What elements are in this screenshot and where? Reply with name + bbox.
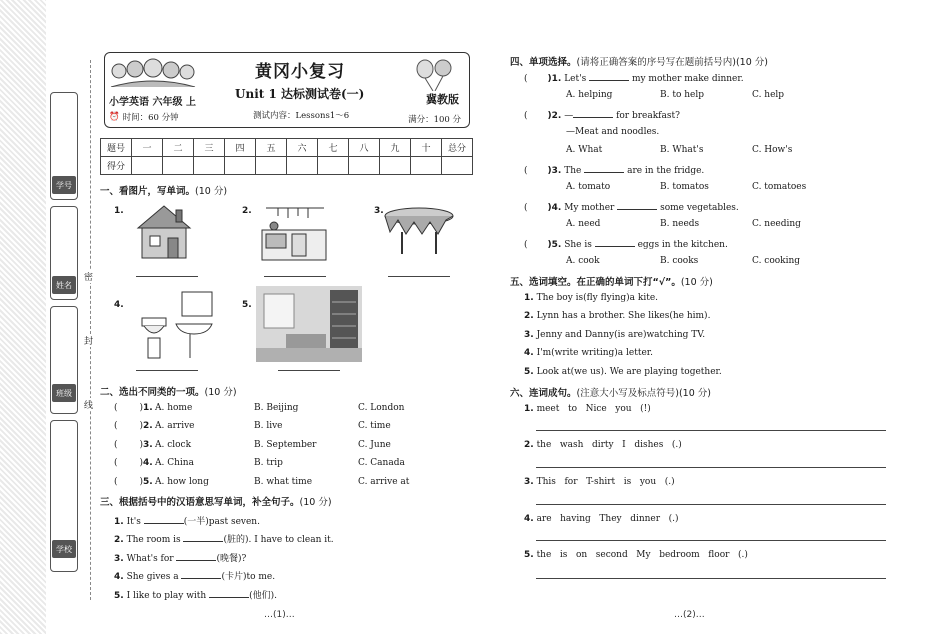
picture-number: 5.	[242, 300, 252, 310]
sentence-end: for breakfast?	[616, 111, 680, 121]
section1-title-text: 一、看图片，写单词。	[100, 186, 196, 197]
fill-blank[interactable]	[144, 515, 184, 524]
list-item	[524, 330, 705, 340]
answer-line[interactable]	[136, 370, 198, 371]
sentence-end: eggs in the kitchen.	[637, 240, 728, 250]
question-number: 5.	[114, 591, 124, 601]
section5-title	[510, 274, 713, 288]
list-item	[524, 477, 675, 487]
score-header-cell: 四	[225, 139, 256, 157]
section3-title	[100, 494, 332, 508]
score-header-cell: 七	[318, 139, 349, 157]
word-bank: meet to Nice you (!)	[536, 404, 651, 414]
option-c: C. June	[358, 440, 391, 450]
answer-line[interactable]	[536, 467, 886, 468]
option-c: C. needing	[752, 219, 801, 229]
question-number: )4.	[547, 203, 562, 213]
option-b: B. Beijing	[254, 403, 299, 413]
fill-blank[interactable]	[617, 201, 657, 210]
clock-icon: ⏰	[109, 112, 120, 122]
option-a: A. clock	[155, 440, 192, 450]
section6-title	[510, 385, 711, 399]
option-a: A. tomato	[566, 182, 611, 192]
list-item	[114, 532, 334, 545]
sentence-end: some vegetables.	[660, 203, 739, 213]
answer-line[interactable]	[536, 540, 886, 541]
option-a: A. how long	[155, 477, 209, 487]
score-input-cell[interactable]	[442, 157, 473, 175]
question-number: 5.	[524, 367, 534, 377]
sentence-text[interactable]: The boy is(fly flying)a kite.	[536, 293, 659, 303]
sentence-start: What's for	[126, 554, 174, 564]
word-bank: are having They dinner (.)	[536, 514, 679, 524]
section1-title	[100, 183, 227, 197]
question-number: 3.	[524, 477, 534, 487]
score-header-cell: 题号	[101, 139, 132, 157]
answer-paren-close: )	[139, 421, 144, 431]
picture-number: 4.	[114, 300, 124, 310]
sentence-start: Let's	[564, 74, 587, 84]
section2-points: (10 分)	[204, 387, 237, 398]
answer-line[interactable]	[388, 276, 450, 277]
time-limit	[109, 111, 179, 123]
class-label: 班级	[52, 384, 76, 402]
fill-blank[interactable]	[209, 589, 249, 598]
page-number-value: 1	[276, 610, 283, 620]
question-number: 1.	[143, 403, 153, 413]
option-c: C. time	[358, 421, 391, 431]
answer-paren-open[interactable]: (	[114, 477, 118, 487]
time-text: 时间：60 分钟	[122, 113, 179, 123]
answer-paren-close: )	[139, 458, 144, 468]
cut-mark-xian: 线	[84, 398, 93, 411]
section4-points: (10 分)	[735, 57, 768, 68]
children-illustration	[109, 57, 197, 87]
fill-blank[interactable]	[589, 72, 629, 81]
student-id-label: 学号	[52, 176, 76, 194]
section4-note: (请将正确答案的序号写在题前括号内)	[576, 57, 736, 68]
answer-line[interactable]	[264, 276, 326, 277]
score-table	[100, 138, 473, 175]
sentence-start: She is	[564, 240, 592, 250]
sentence-text[interactable]: I'm(write writing)a letter.	[536, 348, 653, 358]
sentence-end: are in the fridge.	[627, 166, 705, 176]
option-b: B. live	[254, 421, 283, 431]
list-item: ( )2. — for breakfast?	[524, 111, 680, 121]
balloons-illustration	[413, 59, 461, 91]
list-item	[524, 404, 651, 414]
option-c: C. London	[358, 403, 405, 413]
answer-paren-close: )	[139, 440, 144, 450]
section1-points: (10 分)	[195, 186, 228, 197]
section2-title	[100, 384, 237, 398]
fill-blank[interactable]	[584, 164, 624, 173]
question-number: 4.	[143, 458, 153, 468]
answer-line[interactable]	[278, 370, 340, 371]
option-c: C. arrive at	[358, 477, 410, 487]
option-b: B. What's	[660, 145, 704, 155]
list-item	[524, 348, 653, 358]
answer-line[interactable]	[536, 578, 886, 579]
sentence-start: —	[564, 111, 574, 121]
question-number: )1.	[547, 74, 562, 84]
test-content: 测试内容：Lessons1～6	[253, 111, 350, 121]
score-header-cell: 十	[411, 139, 442, 157]
sentence-start: My mother	[564, 203, 615, 213]
answer-paren-open[interactable]: (	[114, 421, 118, 431]
question-number: 1.	[114, 517, 124, 527]
score-header-cell: 一	[132, 139, 163, 157]
picture-number: 1.	[114, 206, 124, 216]
option-a: A. need	[566, 219, 601, 229]
question-number: )2.	[547, 111, 562, 121]
option-a: A. home	[155, 403, 193, 413]
section4-title-text: 四、单项选择。	[510, 57, 577, 68]
question-number: 4.	[114, 572, 124, 582]
sentence-text[interactable]: Jenny and Danny(is are)watching TV.	[536, 330, 706, 340]
sentence-start: She gives a	[126, 572, 179, 582]
sentence-end: (晚餐)?	[216, 554, 247, 564]
kitchen-picture	[258, 202, 330, 264]
sentence-start: The	[564, 166, 582, 176]
bathroom-picture	[132, 288, 218, 362]
list-item	[524, 514, 679, 524]
header-banner	[104, 52, 470, 128]
list-item	[114, 514, 260, 527]
list-item	[114, 551, 246, 564]
answer-paren-open[interactable]: (	[114, 458, 118, 468]
score-header-cell: 总分	[442, 139, 473, 157]
list-item: ( )3. The are in the fridge.	[524, 166, 705, 176]
picture-number: 2.	[242, 206, 252, 216]
sentence-end: my mother make dinner.	[631, 74, 744, 84]
option-b: B. September	[254, 440, 317, 450]
room-photo	[256, 286, 362, 362]
section4-title	[510, 54, 768, 68]
score-input-cell[interactable]	[411, 157, 442, 175]
score-input-cell[interactable]	[163, 157, 194, 175]
score-table-score-row	[101, 157, 473, 175]
question-number: 5.	[524, 550, 534, 560]
question-number: 4.	[524, 514, 534, 524]
page-number-right: …(2)…	[674, 610, 705, 620]
question-number: 5.	[143, 477, 153, 487]
option-a: A. arrive	[155, 421, 195, 431]
question-number: 4.	[524, 348, 534, 358]
sentence-start: It's	[126, 517, 141, 527]
list-item	[114, 588, 277, 601]
list-item	[114, 458, 153, 468]
score-header-cell: 三	[194, 139, 225, 157]
section3-points: (10 分)	[299, 497, 332, 508]
cut-mark-mi: 密	[84, 270, 93, 283]
section3-title-text: 三、根据括号中的汉语意思写单词，补全句子。	[100, 497, 300, 508]
list-item	[114, 477, 153, 487]
option-c: C. help	[752, 90, 785, 100]
word-bank: the is on second My bedroom floor (.)	[536, 550, 748, 560]
dialogue-reply: —Meat and noodles.	[566, 127, 660, 137]
list-item: ( )5. She is eggs in the kitchen.	[524, 240, 728, 250]
score-input-cell[interactable]	[132, 157, 163, 175]
answer-paren-close: )	[139, 477, 144, 487]
section5-title-text: 五、选词填空。在正确的单词下打“√”。	[510, 277, 681, 288]
house-picture	[132, 202, 196, 260]
sentence-end: (卡片)to me.	[221, 572, 276, 582]
score-input-cell[interactable]	[349, 157, 380, 175]
list-item	[524, 550, 748, 560]
option-b: B. trip	[254, 458, 283, 468]
binding-strip	[0, 0, 46, 634]
fill-blank[interactable]	[595, 238, 635, 247]
list-item: ( )1. Let's my mother make dinner.	[524, 74, 744, 84]
sentence-start: I like to play with	[126, 591, 207, 601]
option-b: B. cooks	[660, 256, 699, 266]
question-number: 1.	[524, 404, 534, 414]
score-header-cell: 六	[287, 139, 318, 157]
cut-mark-feng: 封	[84, 334, 93, 347]
score-table-header-row	[101, 139, 473, 157]
subject-grade: 小学英语 六年级 上	[109, 97, 196, 108]
score-header-cell: 二	[163, 139, 194, 157]
fill-blank[interactable]	[573, 109, 613, 118]
answer-paren-open[interactable]: (	[114, 403, 118, 413]
sentence-text[interactable]: Look at(we us). We are playing together.	[536, 367, 722, 377]
fill-blank[interactable]	[176, 552, 216, 561]
answer-paren-open[interactable]: (	[114, 440, 118, 450]
question-number: 2.	[143, 421, 153, 431]
answer-line[interactable]	[536, 504, 886, 505]
option-c: C. How's	[752, 145, 793, 155]
word-bank: the wash dirty I dishes (.)	[536, 440, 682, 450]
score-input-cell[interactable]	[225, 157, 256, 175]
option-a: A. China	[155, 458, 194, 468]
page-number-value: 2	[686, 610, 693, 620]
cut-line	[90, 60, 91, 600]
name-label: 姓名	[52, 276, 76, 294]
option-b: B. tomatos	[660, 182, 709, 192]
question-number: 3.	[524, 330, 534, 340]
question-number: 2.	[524, 311, 534, 321]
question-number: 3.	[114, 554, 124, 564]
sentence-text[interactable]: Lynn has a brother. She likes(he him).	[536, 311, 711, 321]
picture-number: 3.	[374, 206, 384, 216]
list-item	[524, 440, 682, 450]
question-number: 2.	[114, 535, 124, 545]
score-header-cell: 八	[349, 139, 380, 157]
sentence-end: (脏的). I have to clean it.	[223, 535, 334, 545]
fill-blank[interactable]	[183, 533, 223, 542]
option-c: C. cooking	[752, 256, 801, 266]
score-input-cell[interactable]	[287, 157, 318, 175]
score-input-cell[interactable]	[318, 157, 349, 175]
brand-title: 黄冈小复习	[255, 62, 345, 82]
score-header-cell: 五	[256, 139, 287, 157]
option-a: A. What	[566, 145, 603, 155]
table-picture	[382, 206, 456, 258]
question-number: 3.	[143, 440, 153, 450]
page-title: Unit 1 达标测试卷(一)	[235, 87, 365, 101]
sentence-end: (一半)past seven.	[183, 517, 260, 527]
page-number-left: …(1)…	[264, 610, 295, 620]
score-input-cell[interactable]	[256, 157, 287, 175]
list-item	[524, 311, 710, 321]
list-item	[524, 367, 722, 377]
list-item	[524, 293, 658, 303]
question-number: 1.	[524, 293, 534, 303]
section6-title-text: 六、连词成句。	[510, 388, 577, 399]
list-item	[114, 569, 275, 582]
answer-line[interactable]	[536, 430, 886, 431]
option-a: A. cook	[566, 256, 600, 266]
sentence-start: The room is	[126, 535, 181, 545]
option-c: C. Canada	[358, 458, 405, 468]
score-input-cell[interactable]	[380, 157, 411, 175]
sentence-end: (他们).	[249, 591, 277, 601]
answer-line[interactable]	[136, 276, 198, 277]
list-item	[114, 440, 153, 450]
fill-blank[interactable]	[181, 570, 221, 579]
school-label: 学校	[52, 540, 76, 558]
full-score: 满分：100 分	[408, 115, 461, 125]
section6-points: (10 分)	[678, 388, 711, 399]
score-row-label: 得分	[101, 157, 132, 175]
score-input-cell[interactable]	[194, 157, 225, 175]
question-number: )3.	[547, 166, 562, 176]
option-b: B. to help	[660, 90, 704, 100]
list-item: ( )4. My mother some vegetables.	[524, 203, 739, 213]
section5-points: (10 分)	[680, 277, 713, 288]
question-number: 2.	[524, 440, 534, 450]
section2-title-text: 二、选出不同类的一项。	[100, 387, 205, 398]
section6-note: (注意大小写及标点符号)	[576, 388, 679, 399]
answer-paren-close: )	[139, 403, 144, 413]
score-header-cell: 九	[380, 139, 411, 157]
edition-label: 冀教版	[426, 93, 459, 106]
list-item	[114, 403, 153, 413]
option-b: B. needs	[660, 219, 700, 229]
question-number: )5.	[547, 240, 562, 250]
option-c: C. tomatoes	[752, 182, 807, 192]
option-b: B. what time	[254, 477, 313, 487]
list-item	[114, 421, 153, 431]
option-a: A. helping	[566, 90, 613, 100]
word-bank: This for T-shirt is you (.)	[536, 477, 675, 487]
